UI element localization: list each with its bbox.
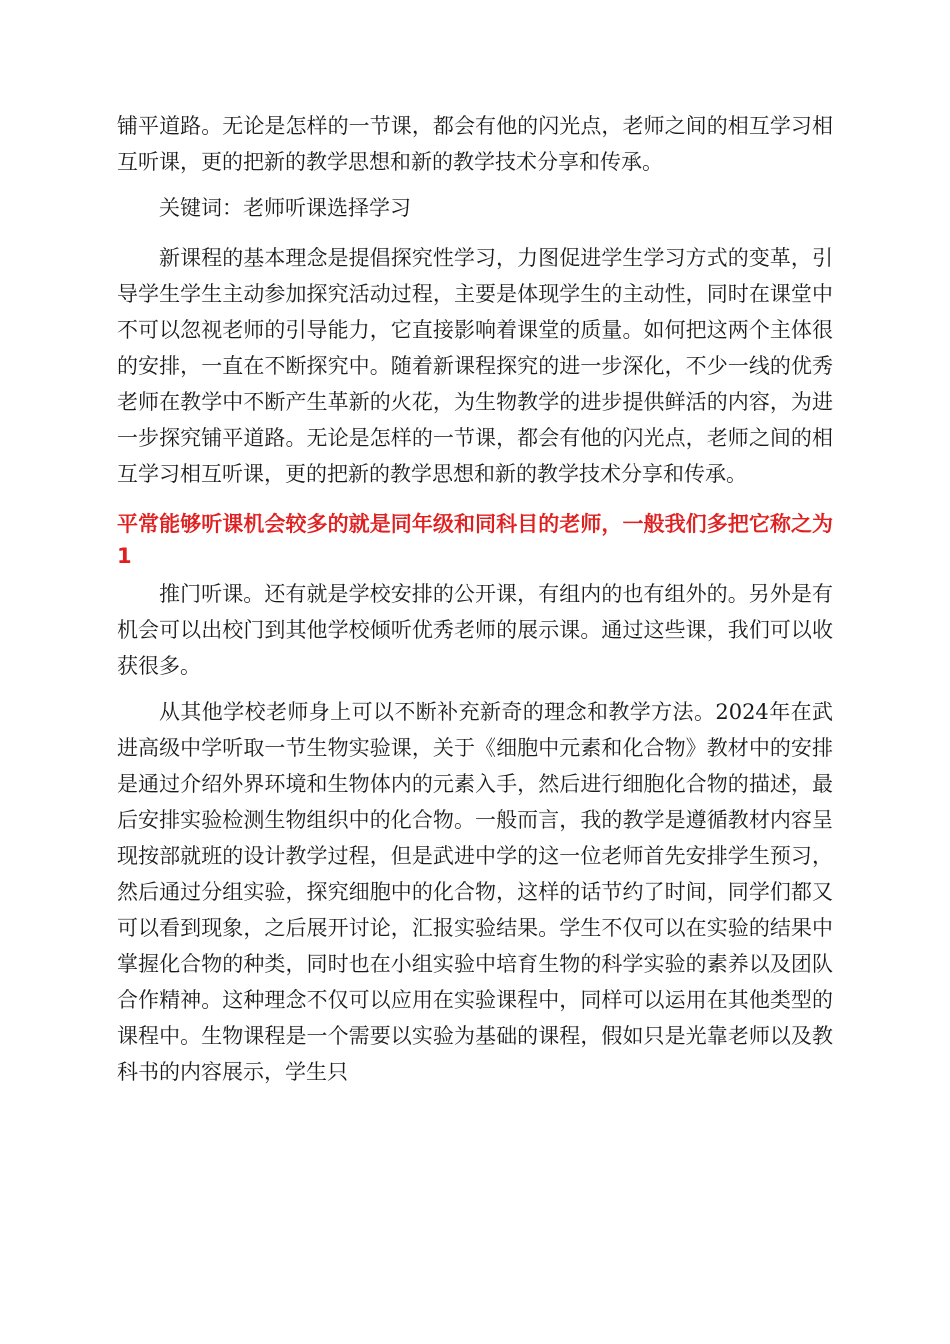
paragraph-example: 从其他学校老师身上可以不断补充新奇的理念和教学方法。2024年在武进高级中学听取一节生物实验课，关于《细胞中元素和化合物》教材中的安排是通过介绍外界环境和生物体内的元素入手，然后进行细胞化合物的描述，最后安排实验检测生物组织中的化合物。一般而言，我的教学是遵循教材内容呈现按部就班的设计教学过程，但是武进中学的这一位老师首先安排学生预习，然后通过分组实验，探究细胞中的化合物，这样的话节约了时间，同学们都又可以看到现象，之后展开讨论，汇报实验结果。学生不仅可以在实验的结果中掌握化合物的种类，同时也在小组实验中培育生物的科学实验的素养以及团队合作精神。这种理念不仅可以应用在实验课程中，同样可以运用在其他类型的课程中。生物课程是一个需要以实验为基础的课程，假如只是光靠老师以及教科书的内容展示，学生只 — [117, 700, 833, 1084]
paragraph-listening: 推门听课。还有就是学校安排的公开课，有组内的也有组外的。另外是有机会可以出校门到其他学校倾听优秀老师的展示课。通过这些课，我们可以收获很多。 — [117, 582, 833, 678]
paragraph-intro: 新课程的基本理念是提倡探究性学习，力图促进学生学习方式的变革，引导学生学生主动参加探究活动过程，主要是体现学生的主动性，同时在课堂中不可以忽视老师的引导能力，它直接影响着课堂的质量。如何把这两个主体很的安排，一直在不断探究中。随着新课程探究的进一步深化，不少一线的优秀老师在教学中不断产生革新的火花，为生物教学的进步提供鲜活的内容，为进一步探究铺平道路。无论是怎样的一节课，都会有他的闪光点，老师之间的相互学习相互听课，更的把新的教学思想和新的教学技术分享和传承。 — [117, 246, 833, 486]
paragraph-continuation: 铺平道路。无论是怎样的一节课，都会有他的闪光点，老师之间的相互学习相互听课，更的把新的教学思想和新的教学技术分享和传承。 — [117, 114, 833, 174]
document-page — [117, 108, 833, 1100]
section-heading: 平常能够听课机会较多的就是同年级和同科目的老师，一般我们多把它称之为1 — [117, 512, 833, 568]
keywords-line: 关键词：老师听课选择学习 — [159, 196, 411, 220]
